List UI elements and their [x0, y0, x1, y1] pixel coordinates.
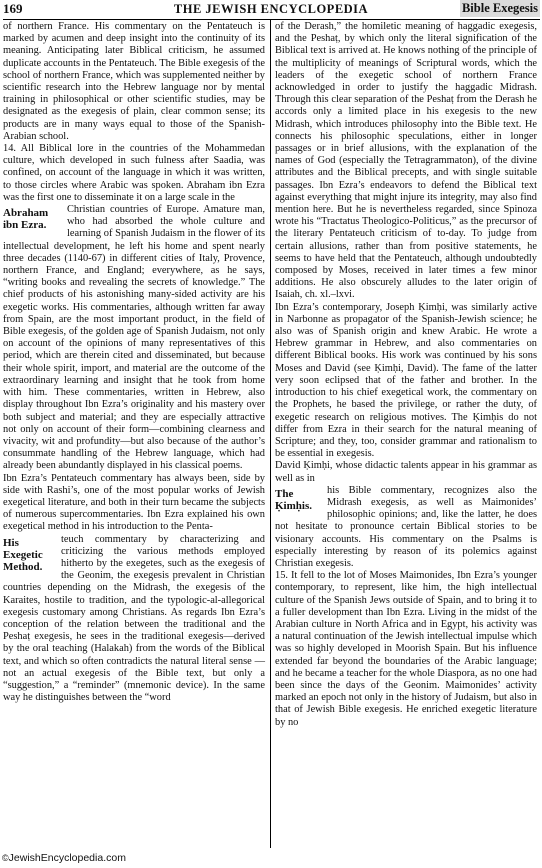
- margin-note-abraham-ibn-ezra: Abraham ibn Ezra.: [3, 207, 49, 232]
- paragraph: Ibn Ezra’s contemporary, Joseph Ḳimḥi, was similarly active in Narbonne as propagator of the Spanish-Jewish science; he also was of Spanish origin and knew Arabic. He wrote a Hebrew grammar in Hebrew, and also commentaries on different Biblical books. His work was continued by his sons Moses and David (see Ḳimḥi, David). The fame of the latter very soon eclipsed that of the father and brother. In the introduction to his chief exegetical work, the commentary on the Prophets, he based the privilege, or rather the duty, of exegetic research on religious motives. The Ḳimḥis do not differ from Ezra in their search for the natural meaning of Scripture; and they, too, consider grammar and rationalism to be essential in exegesis.: [275, 301, 537, 460]
- paragraph: of northern France. His commentary on the Pentateuch is marked by acumen and deep insight into the continuity of its meaning. Anticipating later Biblical criticism, he assumed duplicate accounts in the Pentateuch. The Bible exegesis of the school of northern France, which was supplemented neither by scientific research into the Hebrew language nor by mental training in philosophical or other scientific studies, may be designated as the exegesis of plain, clear common sense; its products are in many ways equal to those of the Spanish-Arabian school.: [3, 21, 265, 142]
- right-column: [275, 21, 537, 729]
- paragraph: his Bible commentary, recognizes also the Midrash exegesis, as well as Maimonides’ philosophic opinions; and, like the latter, he does not hesitate to pronounce certain Biblical stories to be visionary accounts. His commentary on the Psalms is especially interesting by reason of its polemics against Christian exegesis.: [275, 484, 537, 569]
- section-title: Bible Exegesis: [461, 1, 538, 15]
- page-header: [0, 0, 542, 19]
- running-title: THE JEWISH ENCYCLOPEDIA: [173, 2, 369, 16]
- page-number: 169: [3, 1, 23, 16]
- column-divider: [270, 20, 271, 848]
- header-rule: [3, 19, 540, 20]
- paragraph: 15. It fell to the lot of Moses Maimonides, Ibn Ezra’s younger contemporary, to represent, like him, the high intellectual culture of the Spanish Jews outside of Spain, and to bring it to a fuller development than Ibn Ezra. Living in the midst of the Arabian culture in North Africa and in Egypt, his activity was a natural continuation of the Jewish intellectual impulse which was so highly developed in Moorish Spain. But his influence extended far beyond the boundaries of the Arabic language; and he became a teacher for the whole Diaspora, as no one had been since the days of the Geonim. Maimonides’ activity marked an epoch not only in the history of Judaism, but also in that of Jewish Bible exegesis. He enriched exegetic literature by no: [275, 570, 537, 728]
- paragraph: teuch commentary by characterizing and criticizing the various methods employed hitherto by the exegetes, such as the exegesis of the Geonim, the exegesis prevalent in Christian countries depending on the Midrash, the exegesis of the Karaites, hostile to tradition, and the typologic-al-allegorical exegesis customary among Christians. As regards Ibn Ezra’s conception of the relation between the traditional and the Peshaṭ exegesis, he sees in the traditional exegesis—derived by the oral teaching (Halakah) from the words of the Biblical text, and which so often contradicts the natural literal sense —not an actual exegesis of the Bible text, but only a “suggestion,” a “reminder” (mnemonic device). In the same way he distinguishes between the “word: [3, 533, 265, 704]
- margin-note-exegetic-method: His Exegetic Method.: [3, 536, 43, 573]
- footer: [2, 852, 126, 864]
- paragraph: David Ḳimḥi, whose didactic talents appear in his grammar as well as in: [275, 460, 537, 484]
- paragraph: Ibn Ezra’s Pentateuch commentary has always been, side by side with Rashi’s, one of the most popular works of Jewish exegetical literature, and both in their turn became the subjects of numerous supercommentaries. Ibn Ezra explained his own exegetical method in his introduction to the Penta-: [3, 472, 265, 533]
- left-column: [3, 21, 265, 704]
- paragraph: Christian countries of Europe. Amature man, who had absorbed the whole culture and learning of Spanish Judaism in the flower of its intellectual development, he left his home and spent nearly three decades (1140-67) in different cities of Italy, Provence, northern France, and England; everywhere, as he says, “writing books and revealing the secrets of knowledge.” The chief products of his astonishing many-sided activity are his exegetic works. His commentaries, although written far away from Spain, are the most important product, in the field of Bible exegesis, of the golden age of Spanish Judaism, not only on account of the opinions of many representatives of this period, which are therein cited and disseminated, but because their whole spirit, import, and material are the outcome of the extraordinary learning and insight that he took from home with him. These commentaries, written in Hebrew, also display throughout Ibn Ezra’s originality and his mastery over both subject and material; and they are especially attractive not only on account of their form—combining clearness and vivacity, wit and profundity—but also because of the author’s consummate handling of the Hebrew language, which had already been abundantly displayed in his classical poems.: [3, 204, 265, 472]
- paragraph: of the Derash,” the homiletic meaning of haggadic exegesis, and the Peshaṭ, by which only the literal signification of the Biblical text is arrived at. He knows nothing of the principle of the multiplicity of meanings of Scriptural words, which the leaders of the exegetic school of northern France acknowledged in order to justify the haggadic Midrash. Through this clear separation of the Peshaṭ from the Derash he accords only a limited place in his exegesis to the new Midrash, which introduces philosophy into the Bible text. He connects his philosophic speculations, either in longer passages or in brief allusions, with the explanation of the names of God (especially the Tetragrammaton), of the divine attributes and the Biblical precepts, and with single suitable passages. Ibn Ezra’s endeavors to defend the Biblical text against everything that might injure its integrity, may also find mention here. But he is nevertheless regarded, since Spinoza wrote his “Tractatus Theologico-Politicus,” as the precursor of the literary Pentateuch criticism of to-day. To judge from certain allusions, rather than from positive statements, he seems to have held that the Pentateuch, although undoubtedly composed by Moses, received in later times a few minor additions. He also obscurely alludes to the later origin of Isaiah, ch. xl.–lxvi.: [275, 21, 537, 301]
- paragraph: 14. All Biblical lore in the countries of the Mohammedan culture, which developed in such fulness after Saadia, was confined, on account of the language in which it was written, to those circles where Arabic was spoken. Abraham ibn Ezra was the first one to disseminate it on a large scale in the: [3, 143, 265, 203]
- copyright-mark: ©: [2, 853, 9, 863]
- footer-site[interactable]: JewishEncyclopedia.com: [8, 852, 126, 864]
- margin-note-the-kimhis: The Ḳimḥis.: [275, 487, 312, 512]
